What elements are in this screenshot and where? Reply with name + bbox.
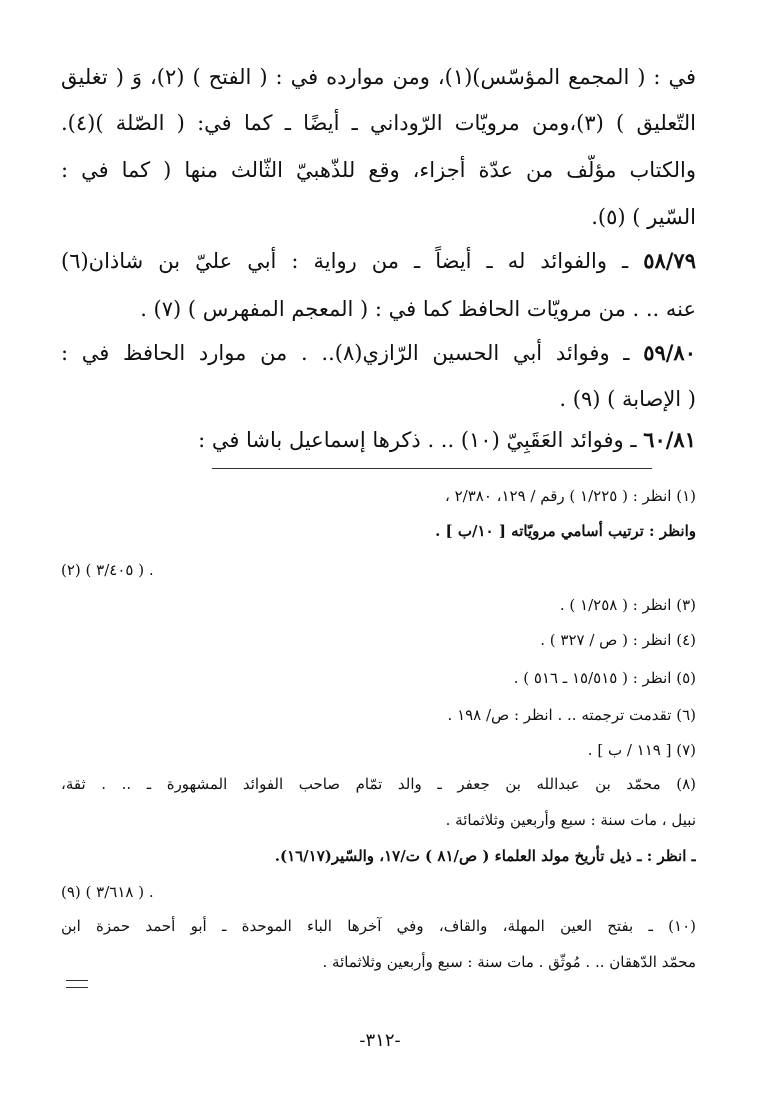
page-number: -٣١٢- (359, 1030, 401, 1051)
entry-text: ـ وفوائد العَقَبِيّ (١٠) .. . ذكرها إسماعيل باشا في : (198, 428, 637, 452)
entry-text: ـ والفوائد له ـ أيضاً ـ من رواية : أبي عليّ بن شاذان(٦) (61, 249, 629, 273)
entry-text: ـ وفوائد أبي الحسين الرّازي(٨).. . من موارد الحافظ في : (61, 341, 630, 365)
entry-79 (61, 246, 696, 276)
footnote-6: (٦) تقدمت ترجمته .. . انظر : ص/ ١٩٨ . (447, 706, 696, 724)
body-line: السّير ) (٥). (591, 205, 696, 229)
entry-number: ٥٨/٧٩ (643, 248, 696, 273)
footnote-5: (٥) انظر : ( ١٥/٥١٥ ـ ٥١٦ ) . (513, 669, 696, 687)
end-mark (66, 980, 88, 988)
entry-81 (61, 425, 696, 455)
footnote-8: (٨) محمّد بن عبدالله بن جعفر ـ والد تمّام صاحب الفوائد المشهورة ـ .. . ثقة، (61, 775, 696, 793)
footnote-10: (١٠) ـ بفتح العين المهلة، والقاف، وفي آخرها الباء الموحدة ـ أبو أحمد حمزة ابن (61, 917, 696, 935)
body-line: في : ( المجمع المؤسّس)(١)، ومن موارده في : ( الفتح ) (٢)، وَ ( تغليق (61, 65, 696, 89)
footnote-8-cont: نبيل ، مات سنة : سبع وأربعين وثلاثمائة . (445, 811, 696, 829)
footnote-2: (٢) ( ٣/٤٠٥ ) . (61, 561, 154, 579)
footnote-1-cont: وانظر : ترتيب أسامي مرويّاته [ ١٠/ب ] . (435, 522, 696, 540)
entry-line: عنه .. . من مرويّات الحافظ كما في : ( المعجم المفهرس ) (٧) . (140, 297, 696, 321)
entry-number: ٦٠/٨١ (643, 427, 696, 452)
footnote-3: (٣) انظر : ( ١/٢٥٨ ) . (559, 596, 696, 614)
footnote-1: (١) انظر : ( ١/٢٢٥ ) رقم / ١٢٩، ٢/٣٨٠ ، (444, 487, 696, 505)
footnote-7: (٧) [ ١١٩ / ب ] . (587, 741, 696, 759)
entry-line: ( الإصابة ) (٩) . (559, 387, 696, 411)
footnote-4: (٤) انظر : ( ص / ٣٢٧ ) . (540, 631, 696, 649)
body-line: والكتاب مؤلّف من عدّة أجزاء، وقع للذّهبيّ الثّالث منها ( كما في : (61, 158, 696, 182)
entry-number: ٥٩/٨٠ (643, 340, 696, 365)
footnote-8-ref: ـ انظر : ـ ذيل تأريخ مولد العلماء ( ص/٨١ ) ت/١٧، والسّير(١٦/١٧). (274, 847, 696, 865)
body-line: التّعليق ) (٣)،ومن مرويّات الرّوداني ـ أيضًا ـ كما في: ( الصّلة )(٤). (61, 111, 696, 135)
entry-80 (61, 338, 696, 368)
footnote-divider (212, 468, 652, 469)
footnote-10-cont: محمّد الدّهقان .. . مُوثّق . مات سنة : سبع وأربعين وثلاثمائة . (322, 953, 696, 971)
footnote-9: (٩) ( ٣/٦١٨ ) . (61, 883, 154, 901)
